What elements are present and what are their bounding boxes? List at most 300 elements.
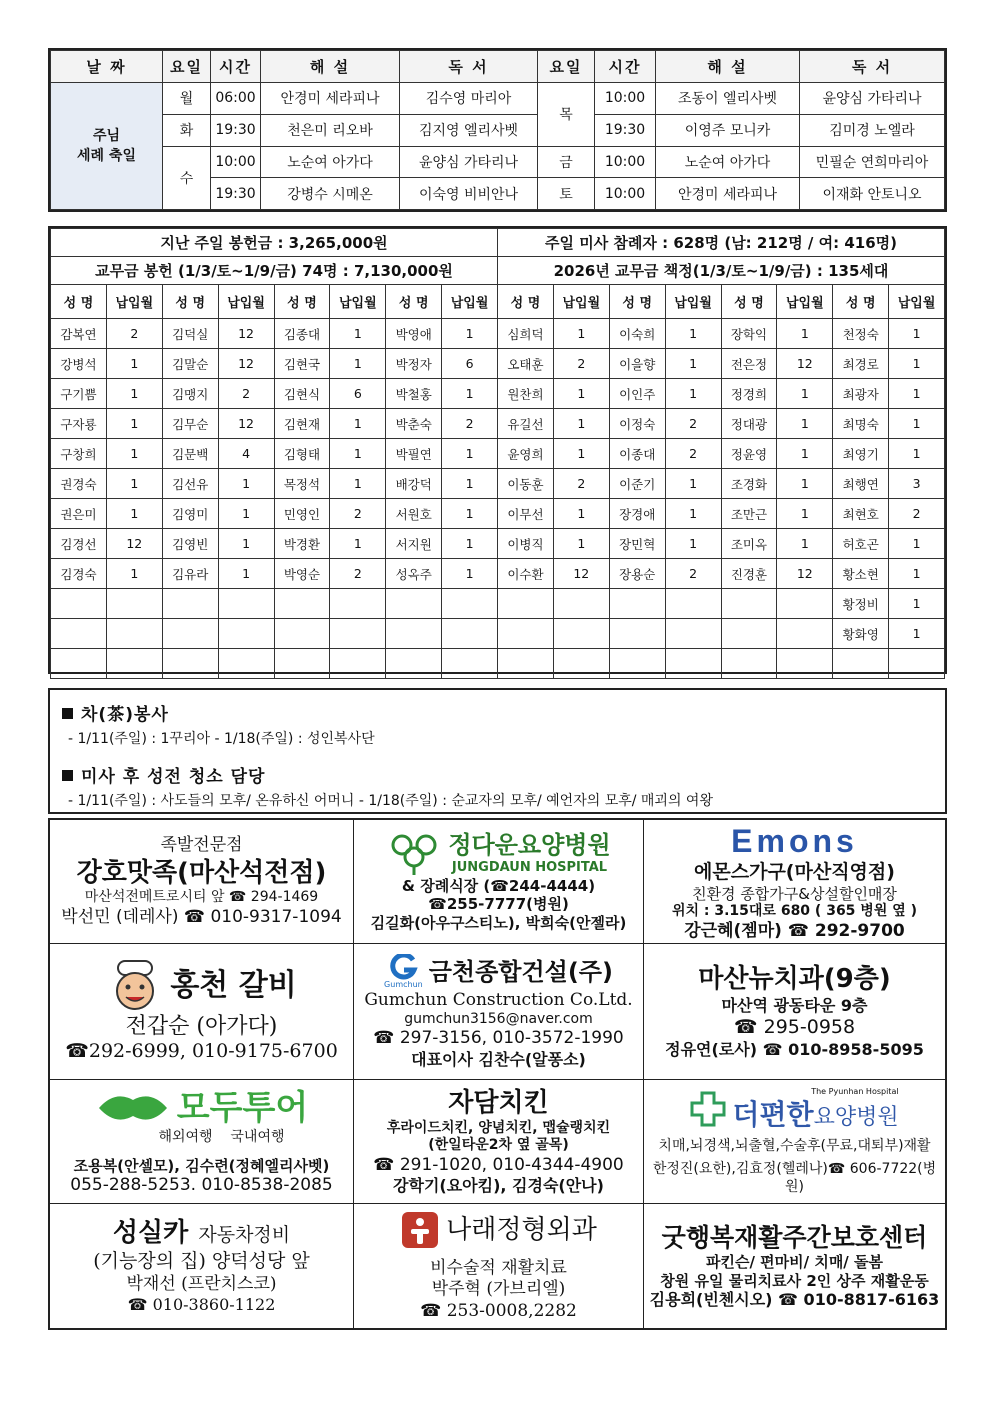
- months-paid: 1: [442, 499, 498, 529]
- months-paid: 12: [218, 349, 274, 379]
- months-paid: 1: [889, 439, 945, 469]
- months-paid: 1: [665, 319, 721, 349]
- months-paid: [553, 619, 609, 649]
- dues-table: [48, 226, 947, 674]
- ad-owner: 박재선 (프란치스코): [126, 1273, 277, 1294]
- last-week-offering: 지난 주일 봉헌금 : 3,265,000원: [51, 229, 498, 257]
- months-paid: 2: [442, 409, 498, 439]
- col-name-header: 성 명: [274, 285, 330, 319]
- ad-contact: 정유연(로사) ☎ 010-8958-5095: [665, 1039, 924, 1059]
- dues-row: [51, 559, 945, 589]
- months-paid: 1: [218, 469, 274, 499]
- dues-row: [51, 589, 945, 619]
- months-paid: 1: [889, 319, 945, 349]
- ad-funeral-hall: & 장례식장 (☎244-4444): [401, 876, 596, 895]
- col-months-header: 납입월: [442, 285, 498, 319]
- months-paid: [442, 619, 498, 649]
- gumchun-emblem: [384, 954, 423, 990]
- ad-modetour: [50, 1080, 354, 1204]
- header-reading-2: 독 서: [800, 51, 945, 83]
- header-commentary-2: 해 설: [656, 51, 800, 83]
- commentary-cell: 안경미 세라피나: [261, 83, 400, 115]
- months-paid: 12: [218, 319, 274, 349]
- col-months-header: 납입월: [553, 285, 609, 319]
- reader-schedule-table: [48, 48, 947, 212]
- months-paid: 1: [777, 379, 833, 409]
- member-name: 천정숙: [833, 319, 889, 349]
- months-paid: [665, 589, 721, 619]
- months-paid: [106, 619, 162, 649]
- months-paid: 1: [665, 469, 721, 499]
- weekday-cell: 목: [538, 83, 595, 147]
- ad-title: 에몬스가구(마산직영점): [694, 860, 895, 883]
- member-name: 김현재: [274, 409, 330, 439]
- member-name: 최명숙: [833, 409, 889, 439]
- ad-location: (한일타운2차 옆 골목): [428, 1137, 569, 1154]
- member-name: [386, 649, 442, 679]
- ad-title: 성실카: [112, 1218, 189, 1249]
- ad-address: 위치 : 3.15대로 680 ( 365 병원 옆 ): [671, 903, 918, 920]
- reading-cell: 김미경 노엘라: [800, 114, 945, 146]
- feast-label-line2: 세례 축일: [77, 148, 136, 164]
- member-name: 김덕실: [162, 319, 218, 349]
- member-name: [274, 649, 330, 679]
- member-name: [609, 649, 665, 679]
- member-name: 구기쁨: [51, 379, 107, 409]
- square-bullet-icon: [62, 708, 73, 719]
- ad-good-happiness-center: [644, 1204, 945, 1328]
- member-name: 황정비: [833, 589, 889, 619]
- member-name: 권은미: [51, 499, 107, 529]
- cleaning-title: 미사 후 성전 청소 담당: [81, 767, 266, 787]
- months-paid: 1: [218, 529, 274, 559]
- member-name: [609, 589, 665, 619]
- ad-owner: 전갑순 (아가다): [125, 1013, 278, 1039]
- weekday-cell: 화: [163, 114, 211, 146]
- dues-row: [51, 319, 945, 349]
- months-paid: 4: [218, 439, 274, 469]
- ad-company-en: Gumchun Construction Co.Ltd.: [364, 989, 633, 1010]
- time-cell: 10:00: [595, 178, 656, 210]
- ad-menu: 후라이드치킨, 양념치킨, 맵슐랭치킨: [386, 1119, 611, 1136]
- cleaning-schedule: - 1/11(주일) : 사도들의 모후/ 온유하신 어머니 - 1/18(주일) : 순교자의 모후/ 예언자의 모후/ 매괴의 여왕: [68, 793, 713, 809]
- months-paid: 1: [442, 439, 498, 469]
- modetour-logo: [95, 1087, 308, 1130]
- member-name: 김말순: [162, 349, 218, 379]
- months-paid: 1: [665, 529, 721, 559]
- months-paid: 1: [665, 379, 721, 409]
- gumchun-emblem-text: Gumchun: [384, 979, 423, 989]
- months-paid: 1: [553, 379, 609, 409]
- months-paid: 1: [777, 529, 833, 559]
- ad-contact: 강근혜(젬마) ☎ 292-9700: [684, 920, 905, 941]
- tea-service-title: 차(茶)봉사: [81, 705, 169, 725]
- header-weekday-2: 요일: [538, 51, 595, 83]
- member-name: 강병석: [51, 349, 107, 379]
- member-name: 최광자: [833, 379, 889, 409]
- dues-row: [51, 499, 945, 529]
- parish-fund-assessment: 2026년 교무금 책정(1/3/토~1/9/금) : 135세대: [498, 257, 945, 285]
- ad-phone: ☎ 297-3156, 010-3572-1990: [373, 1028, 624, 1049]
- ad-masan-new-dental: [644, 944, 945, 1080]
- gumchun-logo: [384, 954, 613, 990]
- ad-phone: 055-288-5253. 010-8538-2085: [70, 1175, 333, 1196]
- col-name-header: 성 명: [386, 285, 442, 319]
- col-name-header: 성 명: [51, 285, 107, 319]
- months-paid: [665, 649, 721, 679]
- member-name: 최영기: [833, 439, 889, 469]
- dues-row: [51, 469, 945, 499]
- member-name: [498, 589, 554, 619]
- months-paid: 2: [665, 559, 721, 589]
- months-paid: 1: [218, 559, 274, 589]
- member-name: 조경화: [721, 469, 777, 499]
- orthopedic-figure-icon: [400, 1210, 440, 1250]
- months-paid: 6: [442, 349, 498, 379]
- months-paid: [777, 589, 833, 619]
- jungdaun-logo-kr: 정다운요양병원: [448, 831, 611, 860]
- months-paid: [330, 649, 386, 679]
- member-name: 조만근: [721, 499, 777, 529]
- ad-hongcheon-galbi: [50, 944, 354, 1080]
- months-paid: 2: [218, 379, 274, 409]
- galbi-logo: [106, 959, 296, 1013]
- weekday-cell: 수: [163, 146, 211, 210]
- time-cell: 10:00: [595, 146, 656, 178]
- header-time-2: 시간: [595, 51, 656, 83]
- member-name: [609, 619, 665, 649]
- months-paid: [218, 589, 274, 619]
- ad-deopyeonhan-hospital: [644, 1080, 945, 1204]
- tag-overseas: 해외여행: [158, 1129, 213, 1145]
- member-name: 이수환: [498, 559, 554, 589]
- ad-address: 마산역 광동타운 9층: [721, 995, 868, 1015]
- ad-email: gumchun3156@naver.com: [404, 1010, 593, 1027]
- member-name: 박춘숙: [386, 409, 442, 439]
- months-paid: [553, 589, 609, 619]
- member-name: 김무순: [162, 409, 218, 439]
- col-name-header: 성 명: [609, 285, 665, 319]
- months-paid: 1: [106, 499, 162, 529]
- ad-description: 창원 유일 물리치료사 2인 상주 재활운동: [660, 1271, 929, 1290]
- col-months-header: 납입월: [777, 285, 833, 319]
- member-name: 이동훈: [498, 469, 554, 499]
- member-name: 윤영희: [498, 439, 554, 469]
- member-name: 권경숙: [51, 469, 107, 499]
- member-name: 김현국: [274, 349, 330, 379]
- ad-jungdaun-hospital: [354, 820, 644, 944]
- narae-logo: [400, 1210, 597, 1250]
- reading-cell: 민필순 연희마리아: [800, 146, 945, 178]
- weekday-cell: 토: [538, 178, 595, 210]
- ad-contact: ☎292-6999, 010-9175-6700: [65, 1040, 338, 1063]
- time-cell: 19:30: [211, 114, 261, 146]
- months-paid: 12: [777, 349, 833, 379]
- member-name: 김맹지: [162, 379, 218, 409]
- months-paid: 1: [777, 319, 833, 349]
- member-name: [162, 649, 218, 679]
- ad-address: 마산석전메트로시티 앞 ☎ 294-1469: [84, 889, 319, 905]
- notices-box: [48, 688, 947, 814]
- ad-contact: 김용희(빈첸시오) ☎ 010-8817-6163: [649, 1290, 940, 1310]
- months-paid: 1: [777, 469, 833, 499]
- col-name-header: 성 명: [833, 285, 889, 319]
- dues-row: [51, 349, 945, 379]
- months-paid: [777, 649, 833, 679]
- sunday-attendance: 주일 미사 참례자 : 628명 (남: 212명 / 여: 416명): [498, 229, 945, 257]
- months-paid: 1: [442, 319, 498, 349]
- time-cell: 19:30: [595, 114, 656, 146]
- months-paid: 2: [106, 319, 162, 349]
- months-paid: 1: [889, 409, 945, 439]
- ad-title: 강호맛족(마산석전점): [76, 857, 327, 888]
- member-name: [274, 589, 330, 619]
- time-cell: 10:00: [595, 83, 656, 115]
- tea-service-schedule: - 1/11(주일) : 1꾸리아 - 1/18(주일) : 성인복사단: [68, 731, 375, 747]
- months-paid: 2: [665, 439, 721, 469]
- ad-location: (기능장의 집) 양덕성당 앞: [93, 1249, 310, 1272]
- member-name: [51, 589, 107, 619]
- schedule-row: [51, 114, 945, 146]
- member-name: 오태훈: [498, 349, 554, 379]
- ad-emons-furniture: [644, 820, 945, 944]
- reading-cell: 이숙영 비비안나: [400, 178, 538, 210]
- ad-contact: 박선민 (데레사) ☎ 010-9317-1094: [61, 906, 342, 927]
- member-name: 김경숙: [51, 559, 107, 589]
- months-paid: [106, 649, 162, 679]
- reading-cell: 이재화 안토니오: [800, 178, 945, 210]
- commentary-cell: 천은미 리오바: [261, 114, 400, 146]
- member-name: [721, 589, 777, 619]
- months-paid: [665, 619, 721, 649]
- summary-row-2: [51, 257, 945, 285]
- member-name: 김현식: [274, 379, 330, 409]
- member-name: 성옥주: [386, 559, 442, 589]
- months-paid: 12: [553, 559, 609, 589]
- member-name: 이숙희: [609, 319, 665, 349]
- member-name: 장학익: [721, 319, 777, 349]
- schedule-row: [51, 146, 945, 178]
- cleaning-heading: [62, 762, 933, 787]
- member-name: 김영미: [162, 499, 218, 529]
- chef-mascot-icon: [106, 959, 164, 1013]
- member-name: 김경선: [51, 529, 107, 559]
- col-name-header: 성 명: [162, 285, 218, 319]
- member-name: [162, 619, 218, 649]
- member-name: 정대광: [721, 409, 777, 439]
- time-cell: 19:30: [211, 178, 261, 210]
- months-paid: 1: [889, 349, 945, 379]
- col-name-header: 성 명: [498, 285, 554, 319]
- member-name: 이을향: [609, 349, 665, 379]
- months-paid: 1: [106, 379, 162, 409]
- green-leaf-icon: [95, 1090, 171, 1126]
- dues-row: [51, 649, 945, 679]
- member-name: 박영애: [386, 319, 442, 349]
- months-paid: 1: [889, 379, 945, 409]
- months-paid: [218, 619, 274, 649]
- dues-header-row: [51, 285, 945, 319]
- months-paid: 1: [553, 319, 609, 349]
- member-name: 황화영: [833, 619, 889, 649]
- ad-owner: 박주혁 (가브리엘): [431, 1279, 566, 1300]
- schedule-header-row: [51, 51, 945, 83]
- member-name: 박필연: [386, 439, 442, 469]
- header-date: 날 짜: [51, 51, 163, 83]
- ad-phone: ☎ 295-0958: [733, 1015, 856, 1038]
- ad-services: 파킨슨/ 편마비/ 치매/ 돌봄: [705, 1252, 883, 1271]
- jungdaun-logo-en: JUNGDAUN HOSPITAL: [451, 860, 608, 876]
- square-bullet-icon: [62, 770, 73, 781]
- ad-subtitle: 자동차정비: [198, 1224, 291, 1247]
- months-paid: [553, 649, 609, 679]
- member-name: [51, 619, 107, 649]
- months-paid: 1: [777, 439, 833, 469]
- months-paid: 1: [442, 379, 498, 409]
- months-paid: [442, 589, 498, 619]
- ad-contact: 조용복(안셀모), 김수련(정혜엘리사벳): [73, 1156, 330, 1175]
- months-paid: 1: [218, 499, 274, 529]
- clover-people-icon: [386, 831, 442, 875]
- member-name: 민영인: [274, 499, 330, 529]
- header-commentary: 해 설: [261, 51, 400, 83]
- col-months-header: 납입월: [106, 285, 162, 319]
- member-name: 장민혁: [609, 529, 665, 559]
- months-paid: 1: [442, 529, 498, 559]
- months-paid: 3: [889, 469, 945, 499]
- ad-narae-orthopedics: [354, 1204, 644, 1328]
- member-name: 허호곤: [833, 529, 889, 559]
- g-emblem-icon: [388, 954, 418, 980]
- ad-title: 마산뉴치과(9층): [698, 964, 891, 995]
- header-time: 시간: [211, 51, 261, 83]
- months-paid: 1: [553, 499, 609, 529]
- months-paid: 1: [106, 559, 162, 589]
- months-paid: 1: [553, 409, 609, 439]
- member-name: 전은정: [721, 349, 777, 379]
- months-paid: 1: [777, 499, 833, 529]
- member-name: 구자룡: [51, 409, 107, 439]
- ad-gangho-jokbal: [50, 820, 354, 944]
- ad-title-row: [113, 1217, 290, 1250]
- feast-label-line1: 주님: [92, 128, 121, 144]
- modetour-logo-text: 모두투어: [176, 1087, 309, 1128]
- member-name: 김유라: [162, 559, 218, 589]
- deopyeonhan-logo-text: [732, 1097, 898, 1132]
- months-paid: 1: [330, 409, 386, 439]
- member-name: 최현호: [833, 499, 889, 529]
- ad-gumchun-construction: [354, 944, 644, 1080]
- member-name: 최행연: [833, 469, 889, 499]
- member-name: 심희덕: [498, 319, 554, 349]
- member-name: 김형태: [274, 439, 330, 469]
- member-name: 이무선: [498, 499, 554, 529]
- ad-title: 굿행복재활주간보호센터: [661, 1222, 928, 1252]
- months-paid: 2: [330, 499, 386, 529]
- weekday-cell: 월: [163, 83, 211, 115]
- deopyeonhan-logo-en: The Pyunhan Hospital: [811, 1086, 899, 1096]
- months-paid: 1: [777, 409, 833, 439]
- member-name: 김종대: [274, 319, 330, 349]
- months-paid: [777, 619, 833, 649]
- schedule-row: [51, 83, 945, 115]
- months-paid: [442, 649, 498, 679]
- months-paid: 6: [330, 379, 386, 409]
- months-paid: 12: [106, 529, 162, 559]
- member-name: 최경로: [833, 349, 889, 379]
- member-name: 이준기: [609, 469, 665, 499]
- ad-service: 비수술적 재활치료: [430, 1258, 567, 1279]
- ad-phone: ☎ 010-3860-1122: [127, 1294, 276, 1314]
- galbi-logo-text: 홍천 갈비: [170, 968, 297, 1004]
- months-paid: [218, 649, 274, 679]
- member-name: 이종대: [609, 439, 665, 469]
- tag-domestic: 국내여행: [230, 1129, 285, 1145]
- ad-category: 족발전문점: [160, 835, 243, 856]
- header-reading: 독 서: [400, 51, 538, 83]
- member-name: [498, 649, 554, 679]
- narae-logo-text: 나래정형외과: [446, 1214, 597, 1245]
- member-name: 박철홍: [386, 379, 442, 409]
- commentary-cell: 이영주 모니카: [656, 114, 800, 146]
- sponsor-ads-grid: [48, 818, 947, 1330]
- ad-phone: ☎ 253-0008,2282: [420, 1300, 577, 1321]
- deopyeonhan-logo: [690, 1087, 898, 1132]
- emons-logo: Emons: [731, 822, 858, 859]
- summary-row-1: [51, 229, 945, 257]
- col-months-header: 납입월: [665, 285, 721, 319]
- col-months-header: 납입월: [330, 285, 386, 319]
- months-paid: 2: [330, 559, 386, 589]
- months-paid: 12: [218, 409, 274, 439]
- months-paid: 1: [106, 469, 162, 499]
- commentary-cell: 노순여 아가다: [261, 146, 400, 178]
- ad-contact: 강학기(요아킴), 김경숙(안나): [393, 1175, 604, 1195]
- member-name: 배강덕: [386, 469, 442, 499]
- member-name: [274, 619, 330, 649]
- ad-contact: 한정진(요한),김효정(헬레나)☎ 606-7722(병원): [652, 1161, 937, 1195]
- reading-cell: 윤양심 가타리나: [400, 146, 538, 178]
- member-name: [386, 589, 442, 619]
- dues-row: [51, 439, 945, 469]
- months-paid: 1: [106, 349, 162, 379]
- months-paid: 1: [330, 469, 386, 499]
- member-name: 이정숙: [609, 409, 665, 439]
- member-name: 이병직: [498, 529, 554, 559]
- col-months-header: 납입월: [889, 285, 945, 319]
- member-name: 박정자: [386, 349, 442, 379]
- member-name: 황소현: [833, 559, 889, 589]
- ad-contact: 김길화(아우구스티노), 박희숙(안젤라): [370, 914, 627, 932]
- medical-cross-icon: [690, 1091, 726, 1127]
- months-paid: [889, 649, 945, 679]
- member-name: 이인주: [609, 379, 665, 409]
- modetour-tags: [158, 1129, 284, 1147]
- months-paid: 1: [889, 529, 945, 559]
- ad-hospital-phone: ☎255-7777(병원): [428, 895, 569, 914]
- months-paid: 1: [889, 559, 945, 589]
- ad-services: 치매,뇌경색,뇌출혈,수술후(무료,대퇴부)재활: [658, 1137, 931, 1154]
- col-months-header: 납입월: [218, 285, 274, 319]
- reading-cell: 윤양심 가타리나: [800, 83, 945, 115]
- member-name: 장경애: [609, 499, 665, 529]
- member-name: 조미옥: [721, 529, 777, 559]
- member-name: 감복연: [51, 319, 107, 349]
- member-name: 장용순: [609, 559, 665, 589]
- member-name: 유길선: [498, 409, 554, 439]
- sunday-feast-label: [51, 83, 163, 210]
- months-paid: 1: [330, 349, 386, 379]
